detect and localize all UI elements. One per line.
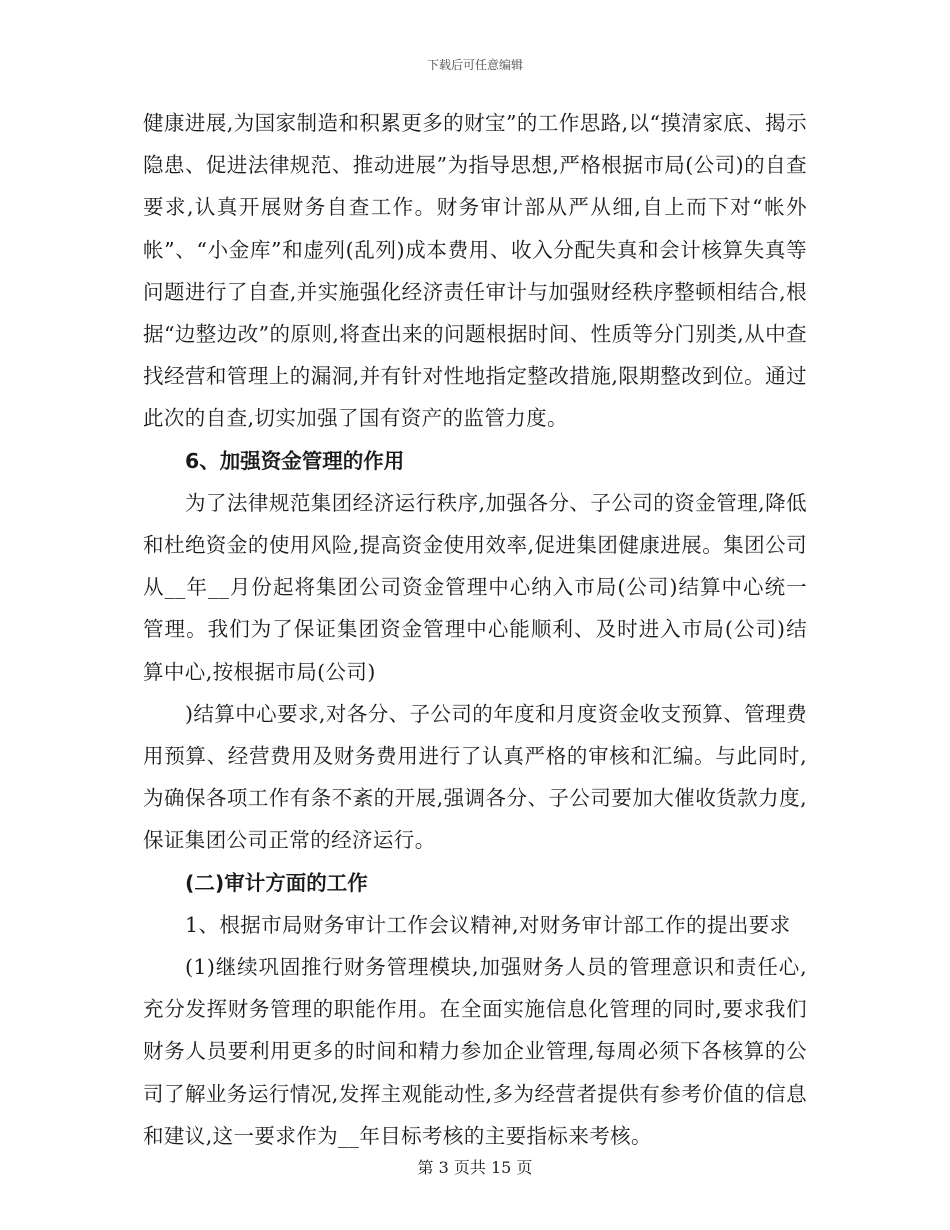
section-heading-audit: (二)审计方面的工作 — [185, 870, 368, 895]
page-number: 第 3 页共 15 页 — [417, 1158, 533, 1177]
paragraph-3: )结算中心要求,对各分、子公司的年度和月度资金收支预算、管理费用预算、经营费用及财务费用进行了认真严格的审核和汇编。与此同时,为确保各项工作有条不紊的开展,强调各分、子公司要加大催收货款力度,保证集团公司正常的经济运行。 — [143, 701, 807, 853]
paragraph-1: 健康进展,为国家制造和积累更多的财宝”的工作思路,以“摸清家底、揭示隐患、促进法律规范、推动进展”为指导思想,严格根据市局(公司)的自查要求,认真开展财务自查工作。财务审计部从严从细,自上而下对“帐外帐”、“小金库”和虚列(乱列)成本费用、收入分配失真和会计核算失真等问题进行了自查,并实施强化经济责任审计与加强财经秩序整顿相结合,根据“边整边改”的原则,将查出来的问题根据时间、性质等分门别类,从中查找经营和管理上的漏洞,并有针对性地指定整改措施,限期整改到位。通过此次的自查,切实加强了国有资产的监管力度。 — [143, 111, 807, 431]
paragraph-4: 1、根据市局财务审计工作会议精神,对财务审计部工作的提出要求 — [185, 912, 791, 937]
paragraph-2: 为了法律规范集团经济运行秩序,加强各分、子公司的资金管理,降低和杜绝资金的使用风险,提高资金使用效率,促进集团健康进展。集团公司从__年__月份起将集团公司资金管理中心纳入市局(公司)结算中心统一管理。我们为了保证集团资金管理中心能顺利、及时进入市局(公司)结算中心,按根据市局(公司) — [143, 490, 807, 684]
header-note: 下载后可任意编辑 — [426, 58, 523, 72]
paragraph-5: (1)继续巩固推行财务管理模块,加强财务人员的管理意识和责任心,充分发挥财务管理的职能作用。在全面实施信息化管理的同时,要求我们财务人员要利用更多的时间和精力参加企业管理,每周必须下各核算的公司了解业务运行情况,发挥主观能动性,多为经营者提供有参考价值的信息和建议,这一要求作为__年目标考核的主要指标来考核。 — [143, 955, 807, 1148]
section-heading-6: 6、加强资金管理的作用 — [185, 448, 405, 473]
document-body — [143, 102, 807, 1157]
